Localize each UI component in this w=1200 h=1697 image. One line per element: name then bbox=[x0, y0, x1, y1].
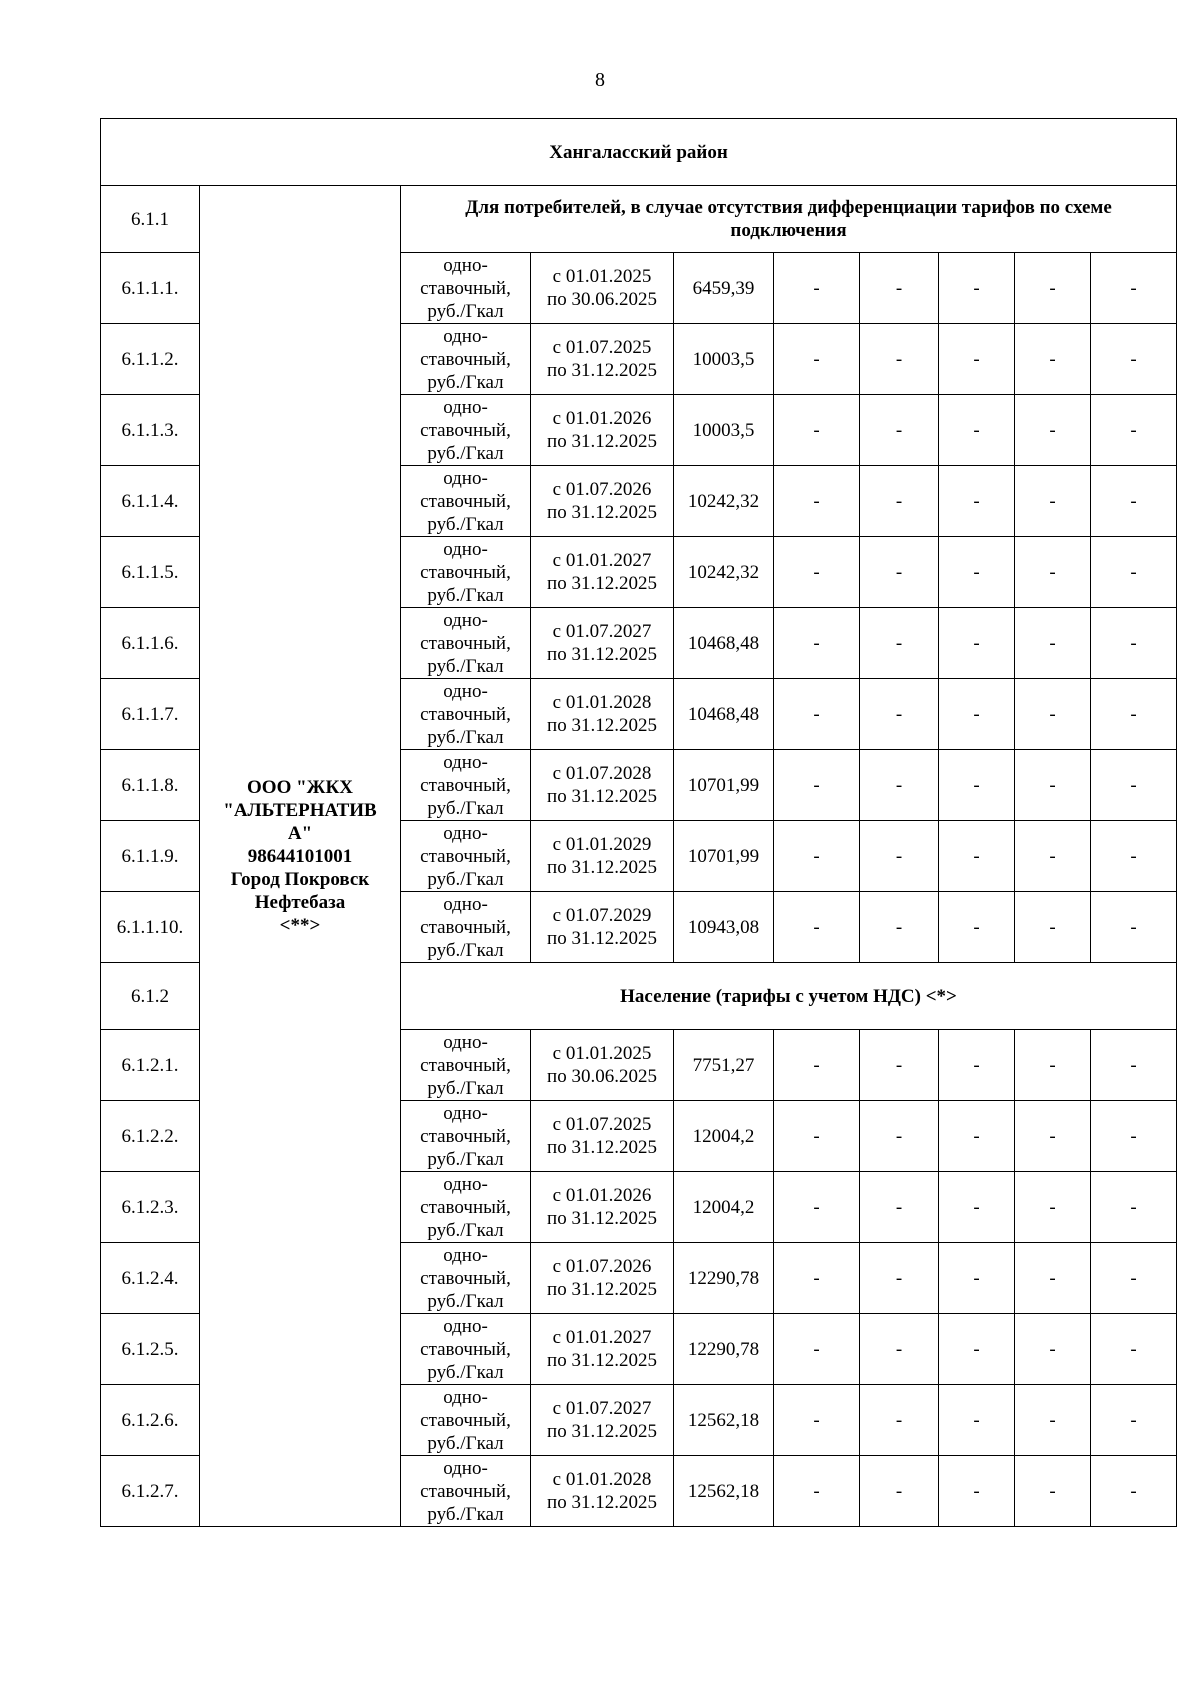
period-to: по 31.12.2025 bbox=[547, 1208, 657, 1229]
empty-cell-3: - bbox=[939, 679, 1015, 750]
period-to: по 31.12.2025 bbox=[547, 1279, 657, 1300]
empty-cell-1: - bbox=[774, 608, 860, 679]
empty-cell-5: - bbox=[1091, 253, 1177, 324]
empty-cell-5: - bbox=[1091, 466, 1177, 537]
period-to: по 31.12.2025 bbox=[547, 431, 657, 452]
rate-type-line3: руб./Гкал bbox=[427, 371, 504, 393]
rate-type-line3: руб./Гкал bbox=[427, 584, 504, 606]
period-to: по 31.12.2025 bbox=[547, 1421, 657, 1442]
empty-cell-4: - bbox=[1015, 1243, 1091, 1314]
period bbox=[531, 679, 674, 750]
rate-type-line2: ставочный, bbox=[420, 774, 511, 796]
tariff-value: 10003,5 bbox=[674, 324, 774, 395]
section-title: Для потребителей, в случае отсутствия дифференциации тарифов по схеме подключения bbox=[401, 186, 1177, 253]
period-from: с 01.01.2026 bbox=[552, 408, 652, 429]
rate-type-line1: одно- bbox=[443, 254, 488, 276]
org-line-1: ООО "ЖКХ bbox=[247, 776, 353, 798]
row-code: 6.1.2.1. bbox=[101, 1030, 200, 1101]
rate-type bbox=[401, 1101, 531, 1172]
empty-cell-1: - bbox=[774, 324, 860, 395]
period-from: с 01.01.2028 bbox=[552, 1469, 652, 1490]
rate-type-line1: одно- bbox=[443, 1102, 488, 1124]
tariff-value: 12562,18 bbox=[674, 1385, 774, 1456]
rate-type bbox=[401, 395, 531, 466]
period-from: с 01.01.2027 bbox=[552, 550, 652, 571]
empty-cell-1: - bbox=[774, 537, 860, 608]
row-code: 6.1.1.5. bbox=[101, 537, 200, 608]
rate-type bbox=[401, 466, 531, 537]
empty-cell-5: - bbox=[1091, 750, 1177, 821]
rate-type-line1: одно- bbox=[443, 538, 488, 560]
rate-type bbox=[401, 821, 531, 892]
empty-cell-4: - bbox=[1015, 608, 1091, 679]
section-title: Население (тарифы с учетом НДС) <*> bbox=[401, 963, 1177, 1030]
tariff-value: 7751,27 bbox=[674, 1030, 774, 1101]
empty-cell-2: - bbox=[860, 324, 939, 395]
rate-type-line3: руб./Гкал bbox=[427, 655, 504, 677]
period-to: по 31.12.2025 bbox=[547, 502, 657, 523]
tariff-value: 10003,5 bbox=[674, 395, 774, 466]
tariff-value: 6459,39 bbox=[674, 253, 774, 324]
org-line-4: 98644101001 bbox=[247, 845, 353, 867]
rate-type-line3: руб./Гкал bbox=[427, 1503, 504, 1525]
district-title: Хангаласский район bbox=[101, 119, 1177, 186]
empty-cell-1: - bbox=[774, 395, 860, 466]
rate-type-line2: ставочный, bbox=[420, 277, 511, 299]
rate-type-line1: одно- bbox=[443, 1457, 488, 1479]
period-from: с 01.07.2027 bbox=[552, 1398, 652, 1419]
empty-cell-5: - bbox=[1091, 1314, 1177, 1385]
empty-cell-2: - bbox=[860, 466, 939, 537]
empty-cell-4: - bbox=[1015, 395, 1091, 466]
empty-cell-2: - bbox=[860, 679, 939, 750]
rate-type-line2: ставочный, bbox=[420, 1054, 511, 1076]
period-from: с 01.07.2025 bbox=[552, 1114, 652, 1135]
empty-cell-1: - bbox=[774, 821, 860, 892]
empty-cell-3: - bbox=[939, 750, 1015, 821]
empty-cell-3: - bbox=[939, 1172, 1015, 1243]
rate-type-line3: руб./Гкал bbox=[427, 442, 504, 464]
empty-cell-4: - bbox=[1015, 679, 1091, 750]
period bbox=[531, 892, 674, 963]
district-row bbox=[101, 119, 1177, 186]
rate-type bbox=[401, 253, 531, 324]
row-code: 6.1.1.6. bbox=[101, 608, 200, 679]
empty-cell-5: - bbox=[1091, 395, 1177, 466]
rate-type-line3: руб./Гкал bbox=[427, 1432, 504, 1454]
period bbox=[531, 1030, 674, 1101]
period bbox=[531, 537, 674, 608]
rate-type-line3: руб./Гкал bbox=[427, 513, 504, 535]
rate-type bbox=[401, 892, 531, 963]
period-from: с 01.07.2027 bbox=[552, 621, 652, 642]
period-to: по 31.12.2025 bbox=[547, 1350, 657, 1371]
period-from: с 01.07.2029 bbox=[552, 905, 652, 926]
empty-cell-5: - bbox=[1091, 1385, 1177, 1456]
row-code: 6.1.2.3. bbox=[101, 1172, 200, 1243]
rate-type-line3: руб./Гкал bbox=[427, 1077, 504, 1099]
period bbox=[531, 1172, 674, 1243]
period-to: по 31.12.2025 bbox=[547, 928, 657, 949]
empty-cell-4: - bbox=[1015, 750, 1091, 821]
rate-type-line2: ставочный, bbox=[420, 1125, 511, 1147]
empty-cell-1: - bbox=[774, 1314, 860, 1385]
period-from: с 01.01.2028 bbox=[552, 692, 652, 713]
rate-type-line3: руб./Гкал bbox=[427, 939, 504, 961]
rate-type-line2: ставочный, bbox=[420, 1338, 511, 1360]
period-from: с 01.01.2025 bbox=[552, 1043, 652, 1064]
tariff-value: 10468,48 bbox=[674, 679, 774, 750]
row-code: 6.1.1.2. bbox=[101, 324, 200, 395]
period-to: по 31.12.2025 bbox=[547, 644, 657, 665]
rate-type-line2: ставочный, bbox=[420, 348, 511, 370]
row-code: 6.1.1.8. bbox=[101, 750, 200, 821]
empty-cell-2: - bbox=[860, 1456, 939, 1527]
period-to: по 31.12.2025 bbox=[547, 715, 657, 736]
empty-cell-4: - bbox=[1015, 324, 1091, 395]
period bbox=[531, 821, 674, 892]
empty-cell-1: - bbox=[774, 466, 860, 537]
empty-cell-4: - bbox=[1015, 1172, 1091, 1243]
empty-cell-5: - bbox=[1091, 324, 1177, 395]
rate-type bbox=[401, 1172, 531, 1243]
tariff-value: 12290,78 bbox=[674, 1314, 774, 1385]
empty-cell-2: - bbox=[860, 253, 939, 324]
rate-type bbox=[401, 537, 531, 608]
empty-cell-3: - bbox=[939, 537, 1015, 608]
rate-type-line3: руб./Гкал bbox=[427, 1148, 504, 1170]
row-code: 6.1.1.7. bbox=[101, 679, 200, 750]
empty-cell-2: - bbox=[860, 1314, 939, 1385]
rate-type-line1: одно- bbox=[443, 1031, 488, 1053]
period bbox=[531, 1243, 674, 1314]
rate-type-line2: ставочный, bbox=[420, 845, 511, 867]
rate-type-line3: руб./Гкал bbox=[427, 1219, 504, 1241]
empty-cell-1: - bbox=[774, 1101, 860, 1172]
period-to: по 30.06.2025 bbox=[547, 289, 657, 310]
tariff-value: 12004,2 bbox=[674, 1172, 774, 1243]
rate-type bbox=[401, 1314, 531, 1385]
empty-cell-3: - bbox=[939, 1101, 1015, 1172]
period bbox=[531, 253, 674, 324]
rate-type bbox=[401, 1456, 531, 1527]
empty-cell-4: - bbox=[1015, 1030, 1091, 1101]
empty-cell-2: - bbox=[860, 608, 939, 679]
period-from: с 01.07.2025 bbox=[552, 337, 652, 358]
rate-type-line1: одно- bbox=[443, 325, 488, 347]
period bbox=[531, 395, 674, 466]
period bbox=[531, 1456, 674, 1527]
empty-cell-5: - bbox=[1091, 1101, 1177, 1172]
org-line-6: Нефтебаза bbox=[254, 891, 346, 913]
empty-cell-3: - bbox=[939, 324, 1015, 395]
rate-type-line2: ставочный, bbox=[420, 1480, 511, 1502]
tariff-value: 12562,18 bbox=[674, 1456, 774, 1527]
rate-type bbox=[401, 608, 531, 679]
table-body bbox=[101, 119, 1177, 1527]
empty-cell-4: - bbox=[1015, 253, 1091, 324]
rate-type bbox=[401, 324, 531, 395]
empty-cell-5: - bbox=[1091, 1030, 1177, 1101]
tariff-value: 10468,48 bbox=[674, 608, 774, 679]
section-code: 6.1.1 bbox=[101, 186, 200, 253]
empty-cell-5: - bbox=[1091, 821, 1177, 892]
rate-type-line2: ставочный, bbox=[420, 632, 511, 654]
row-code: 6.1.2.7. bbox=[101, 1456, 200, 1527]
tariff-value: 10242,32 bbox=[674, 466, 774, 537]
tariff-table bbox=[100, 118, 1177, 1527]
empty-cell-3: - bbox=[939, 1314, 1015, 1385]
empty-cell-3: - bbox=[939, 1385, 1015, 1456]
row-code: 6.1.2.6. bbox=[101, 1385, 200, 1456]
empty-cell-3: - bbox=[939, 395, 1015, 466]
period-to: по 31.12.2025 bbox=[547, 573, 657, 594]
empty-cell-1: - bbox=[774, 1172, 860, 1243]
tariff-value: 10943,08 bbox=[674, 892, 774, 963]
row-code: 6.1.1.4. bbox=[101, 466, 200, 537]
rate-type-line2: ставочный, bbox=[420, 1196, 511, 1218]
empty-cell-3: - bbox=[939, 1030, 1015, 1101]
rate-type-line2: ставочный, bbox=[420, 561, 511, 583]
tariff-value: 10701,99 bbox=[674, 821, 774, 892]
row-code: 6.1.1.9. bbox=[101, 821, 200, 892]
empty-cell-1: - bbox=[774, 1385, 860, 1456]
rate-type-line3: руб./Гкал bbox=[427, 868, 504, 890]
rate-type-line3: руб./Гкал bbox=[427, 1361, 504, 1383]
rate-type bbox=[401, 1385, 531, 1456]
row-code: 6.1.1.1. bbox=[101, 253, 200, 324]
empty-cell-3: - bbox=[939, 892, 1015, 963]
period-to: по 31.12.2025 bbox=[547, 360, 657, 381]
empty-cell-1: - bbox=[774, 253, 860, 324]
empty-cell-4: - bbox=[1015, 1456, 1091, 1527]
rate-type-line2: ставочный, bbox=[420, 1267, 511, 1289]
period-from: с 01.07.2026 bbox=[552, 1256, 652, 1277]
rate-type-line1: одно- bbox=[443, 822, 488, 844]
period-to: по 31.12.2025 bbox=[547, 857, 657, 878]
tariff-value: 10242,32 bbox=[674, 537, 774, 608]
period-from: с 01.07.2026 bbox=[552, 479, 652, 500]
empty-cell-5: - bbox=[1091, 1456, 1177, 1527]
empty-cell-2: - bbox=[860, 1030, 939, 1101]
empty-cell-2: - bbox=[860, 821, 939, 892]
empty-cell-4: - bbox=[1015, 1314, 1091, 1385]
period bbox=[531, 750, 674, 821]
empty-cell-5: - bbox=[1091, 892, 1177, 963]
empty-cell-2: - bbox=[860, 1101, 939, 1172]
period-to: по 31.12.2025 bbox=[547, 1492, 657, 1513]
rate-type-line2: ставочный, bbox=[420, 490, 511, 512]
tariff-value: 12290,78 bbox=[674, 1243, 774, 1314]
period bbox=[531, 1101, 674, 1172]
empty-cell-5: - bbox=[1091, 1243, 1177, 1314]
period-from: с 01.01.2025 bbox=[552, 266, 652, 287]
empty-cell-1: - bbox=[774, 1030, 860, 1101]
section-header-row bbox=[101, 186, 1177, 253]
empty-cell-2: - bbox=[860, 395, 939, 466]
empty-cell-2: - bbox=[860, 1385, 939, 1456]
empty-cell-5: - bbox=[1091, 608, 1177, 679]
org-line-7: <**> bbox=[279, 914, 321, 936]
rate-type-line1: одно- bbox=[443, 751, 488, 773]
rate-type bbox=[401, 1030, 531, 1101]
empty-cell-3: - bbox=[939, 466, 1015, 537]
empty-cell-2: - bbox=[860, 1243, 939, 1314]
tariff-value: 12004,2 bbox=[674, 1101, 774, 1172]
empty-cell-4: - bbox=[1015, 1101, 1091, 1172]
empty-cell-4: - bbox=[1015, 537, 1091, 608]
empty-cell-3: - bbox=[939, 608, 1015, 679]
empty-cell-2: - bbox=[860, 750, 939, 821]
rate-type-line1: одно- bbox=[443, 396, 488, 418]
rate-type-line3: руб./Гкал bbox=[427, 1290, 504, 1312]
empty-cell-1: - bbox=[774, 892, 860, 963]
empty-cell-4: - bbox=[1015, 821, 1091, 892]
empty-cell-1: - bbox=[774, 1243, 860, 1314]
rate-type-line1: одно- bbox=[443, 893, 488, 915]
period bbox=[531, 466, 674, 537]
organization-cell bbox=[200, 186, 401, 1527]
org-line-3: А" bbox=[287, 822, 313, 844]
rate-type bbox=[401, 1243, 531, 1314]
rate-type-line1: одно- bbox=[443, 1315, 488, 1337]
period-from: с 01.01.2027 bbox=[552, 1327, 652, 1348]
rate-type-line2: ставочный, bbox=[420, 916, 511, 938]
period-from: с 01.07.2028 bbox=[552, 763, 652, 784]
tariff-value: 10701,99 bbox=[674, 750, 774, 821]
empty-cell-4: - bbox=[1015, 466, 1091, 537]
rate-type-line1: одно- bbox=[443, 467, 488, 489]
rate-type-line1: одно- bbox=[443, 1173, 488, 1195]
rate-type-line1: одно- bbox=[443, 1244, 488, 1266]
empty-cell-3: - bbox=[939, 253, 1015, 324]
rate-type-line1: одно- bbox=[443, 680, 488, 702]
rate-type-line1: одно- bbox=[443, 609, 488, 631]
row-code: 6.1.2.4. bbox=[101, 1243, 200, 1314]
empty-cell-3: - bbox=[939, 821, 1015, 892]
empty-cell-4: - bbox=[1015, 1385, 1091, 1456]
row-code: 6.1.2.5. bbox=[101, 1314, 200, 1385]
empty-cell-5: - bbox=[1091, 679, 1177, 750]
empty-cell-2: - bbox=[860, 892, 939, 963]
period-from: с 01.01.2026 bbox=[552, 1185, 652, 1206]
period bbox=[531, 608, 674, 679]
empty-cell-3: - bbox=[939, 1243, 1015, 1314]
rate-type-line2: ставочный, bbox=[420, 419, 511, 441]
period bbox=[531, 1385, 674, 1456]
empty-cell-3: - bbox=[939, 1456, 1015, 1527]
rate-type-line3: руб./Гкал bbox=[427, 726, 504, 748]
period bbox=[531, 1314, 674, 1385]
row-code: 6.1.1.3. bbox=[101, 395, 200, 466]
rate-type bbox=[401, 679, 531, 750]
rate-type-line1: одно- bbox=[443, 1386, 488, 1408]
empty-cell-1: - bbox=[774, 1456, 860, 1527]
period-from: с 01.01.2029 bbox=[552, 834, 652, 855]
empty-cell-1: - bbox=[774, 750, 860, 821]
empty-cell-2: - bbox=[860, 1172, 939, 1243]
period-to: по 31.12.2025 bbox=[547, 1137, 657, 1158]
empty-cell-5: - bbox=[1091, 537, 1177, 608]
rate-type-line3: руб./Гкал bbox=[427, 797, 504, 819]
empty-cell-5: - bbox=[1091, 1172, 1177, 1243]
section-code: 6.1.2 bbox=[101, 963, 200, 1030]
period bbox=[531, 324, 674, 395]
rate-type-line2: ставочный, bbox=[420, 703, 511, 725]
rate-type-line3: руб./Гкал bbox=[427, 300, 504, 322]
period-to: по 30.06.2025 bbox=[547, 1066, 657, 1087]
org-line-5: Город Покровск bbox=[230, 868, 370, 890]
rate-type bbox=[401, 750, 531, 821]
rate-type-line2: ставочный, bbox=[420, 1409, 511, 1431]
period-to: по 31.12.2025 bbox=[547, 786, 657, 807]
page-number: 8 bbox=[595, 69, 605, 91]
empty-cell-4: - bbox=[1015, 892, 1091, 963]
row-code: 6.1.1.10. bbox=[101, 892, 200, 963]
row-code: 6.1.2.2. bbox=[101, 1101, 200, 1172]
org-line-2: "АЛЬТЕРНАТИВ bbox=[223, 799, 377, 821]
empty-cell-2: - bbox=[860, 537, 939, 608]
empty-cell-1: - bbox=[774, 679, 860, 750]
